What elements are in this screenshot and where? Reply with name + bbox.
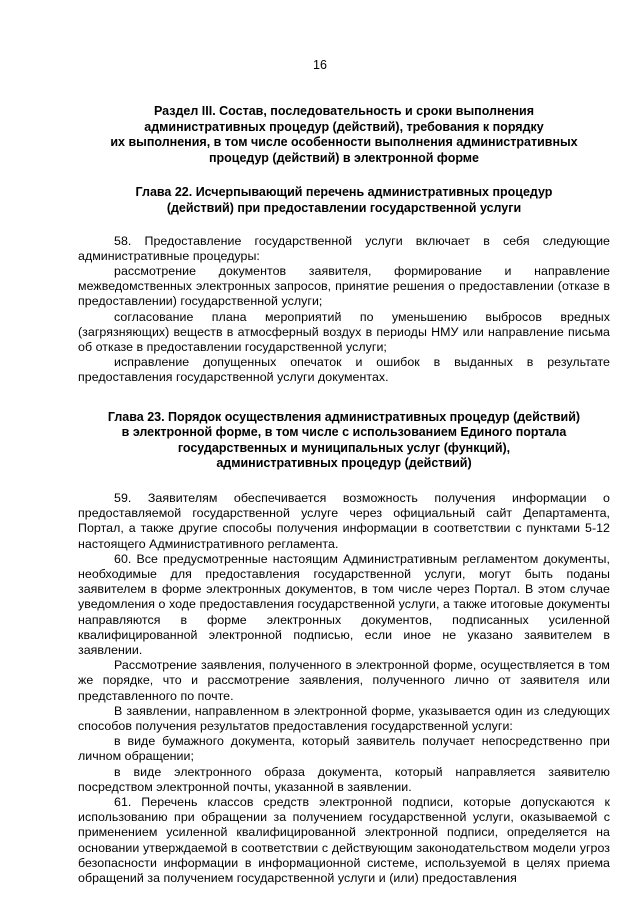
chapter-23-heading-line: в электронной форме, в том числе с использованием Единого портала [121,425,567,440]
chapter-23-heading-line: административных процедур (действий) [216,456,472,471]
chapter-23-heading-line: государственных и муниципальных услуг (функций), [177,440,511,455]
list-item: согласование плана мероприятий по уменьшению выбросов вредных (загрязняющих) веществ в атмосферный воздух в периоды НМУ или направление письма об отказе в предоставлении государственной услуги; [78,309,610,354]
chapter-23-heading [78,410,610,472]
page-number: 16 [313,58,327,72]
chapter-22-heading-line: Глава 22. Исчерпывающий перечень административных процедур [135,185,553,200]
list-item: исправление допущенных опечаток и ошибок в выданных в результате предоставления государственной услуги документах. [78,355,610,385]
paragraph-59: 59. Заявителям обеспечивается возможность получения информации о предоставляемой государственной услуге через официальный сайт Департамента, Портал, а также другие способы получения информации в соответствии с пунктами 5-12 настоящего Административного регламента. [78,490,610,551]
section-heading-line: административных процедур (действий), требования к порядку [144,119,544,134]
chapter-23-heading-line: Глава 23. Порядок осуществления административных процедур (действий) [107,409,581,424]
list-item: рассмотрение документов заявителя, формирование и направление межведомственных электронных запросов, принятие решения о предоставлении (отказе в предоставлении) государственной услуги; [78,263,610,309]
list-item: в виде электронного образа документа, который направляется заявителю посредством электронной почты, указанной в заявлении. [78,764,610,794]
section-heading [78,104,610,166]
paragraph: В заявлении, направленном в электронной форме, указывается один из следующих способов получения результатов предоставления государственной услуги: [78,703,610,734]
chapter-22-heading-line: (действий) при предоставлении государственной услуги [166,200,522,215]
paragraph: Рассмотрение заявления, полученного в электронной форме, осуществляется в том же порядке, что и рассмотрение заявления, полученного лично от заявителя или представленного по почте. [78,658,610,703]
list-item: в виде бумажного документа, который заявитель получает непосредственно при личном обращении; [78,734,610,764]
section-heading-line: Раздел III. Состав, последовательность и сроки выполнения [154,104,534,118]
chapter-22-body [78,234,610,386]
chapter-22-heading [78,185,610,216]
section-heading-line: процедур (действий) в электронной форме [208,150,480,165]
paragraph-61: 61. Перечень классов средств электронной подписи, которые допускаются к использованию при обращении за получением государственной услуги, оказываемой с применением усиленной квалифицированной электронной подписи, определяется на основании утверждаемой в соответствии с действующим законодательством модели угроз безопасности информации в информационной системе, используемой в целях приема обращений за получением государственной услуги и (или) предоставления [78,795,610,886]
paragraph-58: 58. Предоставление государственной услуги включает в себя следующие административные процедуры: [78,233,610,263]
section-heading-line: их выполнения, в том числе особенности выполнения административных [110,135,578,150]
chapter-23-body [78,491,610,886]
paragraph-60: 60. Все предусмотренные настоящим Административным регламентом документы, необходимые для предоставления государственной услуги, могут быть поданы заявителем в форме электронных документов, в том числе через Портал. В этом случае уведомления о ходе предоставления государственной услуги, а также итоговые документы направляются в форме электронных документов, подписанных усиленной квалифицированной электронной подписью, если иное не указано заявителем в заявлении. [78,551,610,657]
